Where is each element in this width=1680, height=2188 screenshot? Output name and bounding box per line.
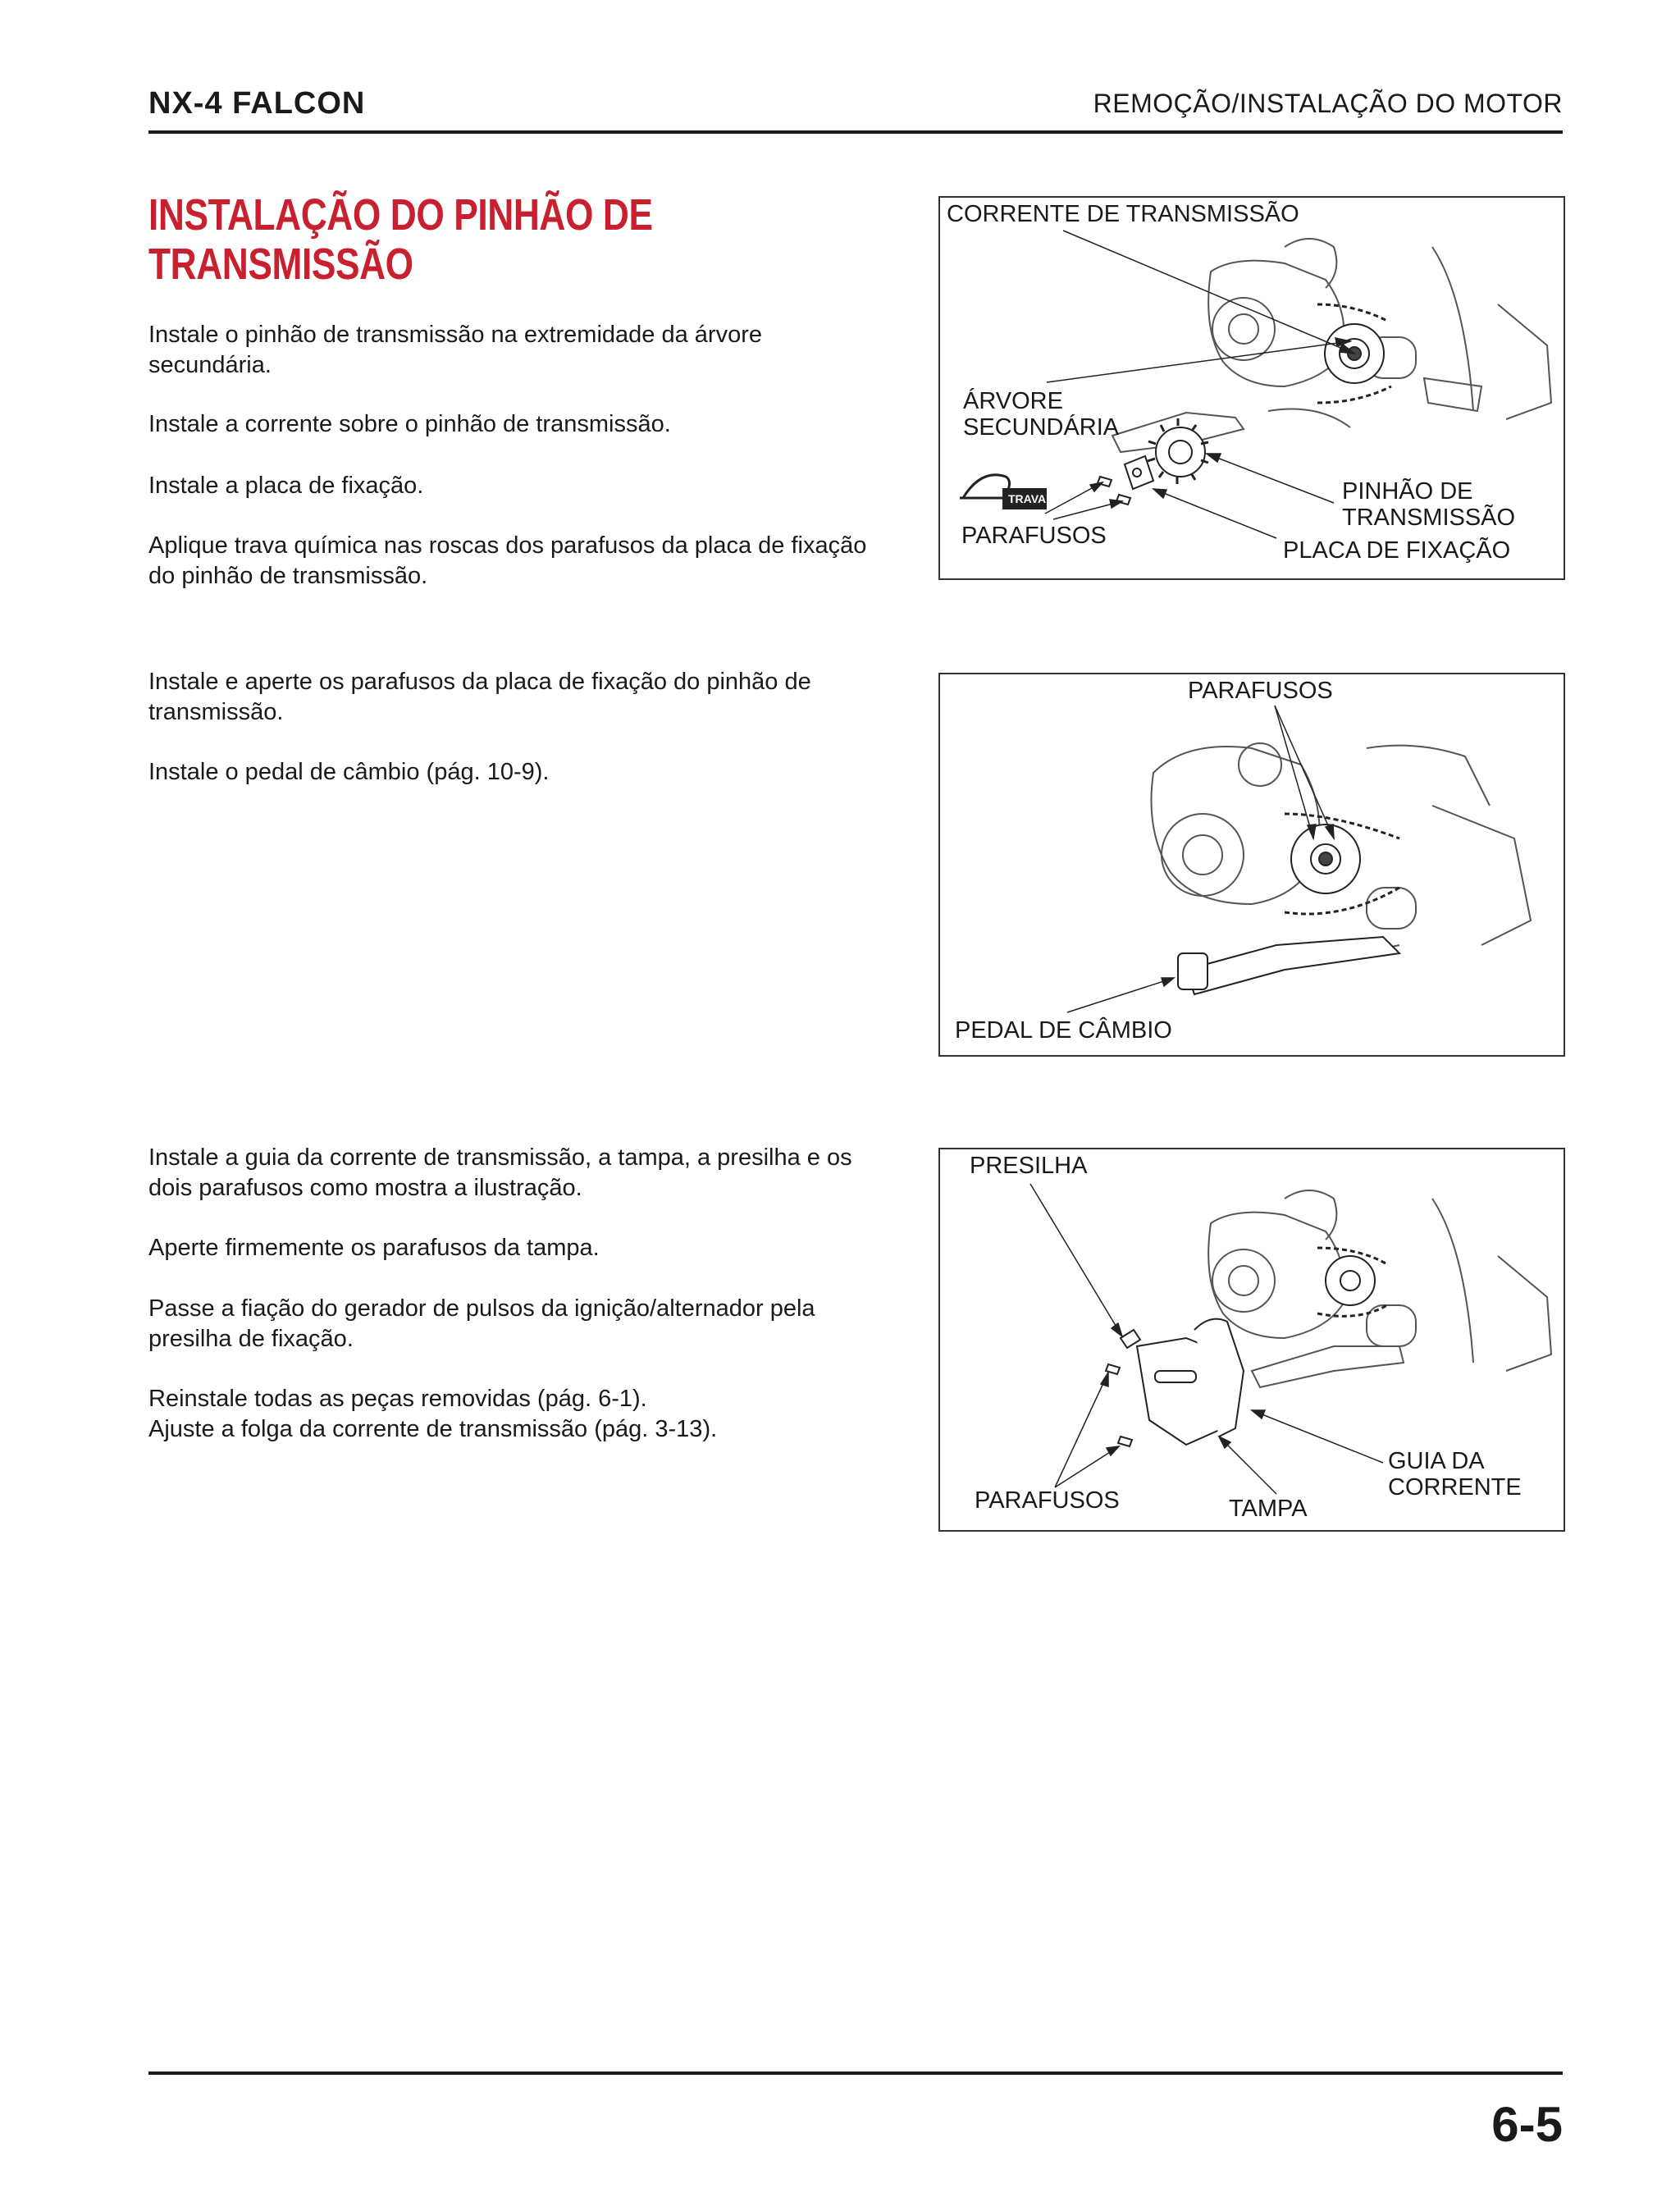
page-title: INSTALAÇÃO DO PINHÃO DE TRANSMISSÃO xyxy=(148,190,653,289)
figure-bolts-pedal xyxy=(938,673,1565,1057)
label-clamp: PRESILHA xyxy=(970,1153,1088,1179)
step-text: Instale o pinhão de transmissão na extremidade da árvore secundária. xyxy=(148,322,762,378)
label-sprocket: PINHÃO DE TRANSMISSÃO xyxy=(1342,478,1516,531)
step-text: Reinstale todas as peças removidas (pág. 6-1). Ajuste a folga da corrente de transmissão (pág. 3-13). xyxy=(148,1386,718,1442)
step-text: Instale o pedal de câmbio (pág. 10-9). xyxy=(148,759,550,785)
step-text: Passe a fiação do gerador de pulsos da ignição/alternador pela presilha de fixação. xyxy=(148,1295,815,1352)
label-chain-guide: GUIA DA CORRENTE xyxy=(1388,1448,1522,1501)
label-shaft: ÁRVORE SECUNDÁRIA xyxy=(963,388,1120,441)
label-bolts: PARAFUSOS xyxy=(1188,678,1333,704)
manual-model-title: NX-4 FALCON xyxy=(148,86,366,121)
footer-rule xyxy=(148,2072,1563,2075)
step-text: Instale a corrente sobre o pinhão de transmissão. xyxy=(148,411,671,437)
step-text: Instale a placa de fixação. xyxy=(148,473,424,499)
locking-agent-tag: TRAVA xyxy=(1008,492,1047,505)
section-title: REMOÇÃO/INSTALAÇÃO DO MOTOR xyxy=(1093,89,1563,118)
step-text: Aperte firmemente os parafusos da tampa. xyxy=(148,1235,600,1261)
label-bolts: PARAFUSOS xyxy=(975,1487,1120,1514)
label-cover: TAMPA xyxy=(1229,1496,1308,1522)
step-text: Aplique trava química nas roscas dos parafusos da placa de fixação do pinhão de transmissão. xyxy=(148,532,867,589)
label-bolts: PARAFUSOS xyxy=(961,523,1107,549)
label-gearshift-pedal: PEDAL DE CÂMBIO xyxy=(955,1017,1172,1044)
header-rule xyxy=(148,130,1563,134)
label-chain: CORRENTE DE TRANSMISSÃO xyxy=(947,201,1299,227)
figure-cover-guide xyxy=(938,1148,1565,1532)
step-text: Instale a guia da corrente de transmissão, a tampa, a presilha e os dois parafusos como mostra a ilustração. xyxy=(148,1144,852,1201)
step-text: Instale e aperte os parafusos da placa de fixação do pinhão de transmissão. xyxy=(148,669,811,725)
engine-pedal-illustration xyxy=(940,674,1564,1055)
figure-sprocket-install xyxy=(938,196,1565,580)
label-plate: PLACA DE FIXAÇÃO xyxy=(1283,537,1511,564)
page-number: 6-5 xyxy=(1491,2097,1563,2152)
